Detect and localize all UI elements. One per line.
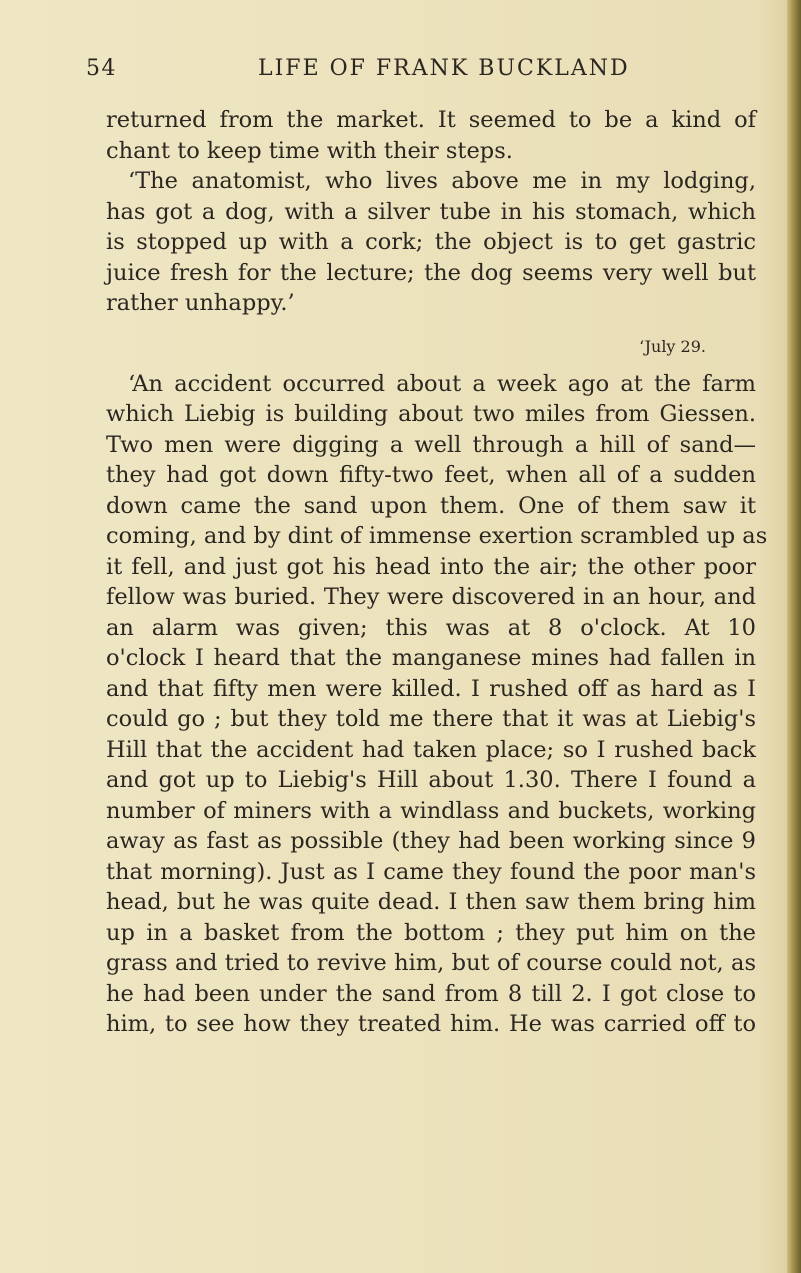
book-spine-edge <box>787 0 801 1273</box>
text-line: head, but he was quite dead. I then saw them bring him <box>106 889 756 915</box>
letter-date: ‘July 29. <box>639 336 706 356</box>
running-title: LIFE OF FRANK BUCKLAND <box>258 56 630 81</box>
text-line: number of miners with a windlass and buckets, working <box>106 797 756 824</box>
text-line: it fell, and just got his head into the air; the other poor <box>106 553 756 580</box>
text-line: him, to see how they treated him. He was carried off to <box>106 1011 756 1037</box>
text-line: Two men were digging a well through a hill of sand— <box>106 431 756 458</box>
text-line: an alarm was given; this was at 8 o'clock. At 10 <box>106 614 756 641</box>
text-line: and got up to Liebig's Hill about 1.30. There I found a <box>106 767 756 793</box>
page-number: 54 <box>86 56 117 81</box>
text-line: which Liebig is building about two miles from Giessen. <box>106 401 756 427</box>
page-header <box>86 56 756 86</box>
text-line: he had been under the sand from 8 till 2. I got close to <box>106 980 756 1007</box>
text-line: returned from the market. It seemed to be a kind of <box>106 107 756 133</box>
body-text <box>106 105 768 1040</box>
text-line: juice fresh for the lecture; the dog seems very well but <box>106 259 756 286</box>
text-line: away as fast as possible (they had been working since 9 <box>106 828 756 854</box>
text-line: chant to keep time with their steps. <box>106 137 513 164</box>
text-line: is stopped up with a cork; the object is to get gastric <box>106 229 756 255</box>
text-line: rather unhappy.’ <box>106 290 295 316</box>
text-line: has got a dog, with a silver tube in his stomach, which <box>106 198 756 225</box>
text-line: that morning). Just as I came they found the poor man's <box>106 858 756 885</box>
text-line: up in a basket from the bottom ; they put him on the <box>106 919 756 946</box>
paragraph-2 <box>106 166 756 319</box>
text-line: Hill that the accident had taken place; so I rushed back <box>106 736 756 763</box>
text-line: ‘An accident occurred about a week ago at the farm <box>128 370 756 397</box>
text-line: o'clock I heard that the manganese mines had fallen in <box>106 645 756 671</box>
text-line: and that fifty men were killed. I rushed off as hard as I <box>106 675 756 702</box>
text-line: down came the sand upon them. One of them saw it <box>106 492 756 519</box>
paragraph-3 <box>106 369 768 1040</box>
text-line: fellow was buried. They were discovered in an hour, and <box>106 584 756 610</box>
text-line: coming, and by dint of immense exertion scrambled up as <box>106 523 768 549</box>
paragraph-1 <box>106 105 756 166</box>
text-line: ‘The anatomist, who lives above me in my lodging, <box>128 168 756 194</box>
text-line: they had got down fifty-two feet, when all of a sudden <box>106 462 756 488</box>
text-line: grass and tried to revive him, but of course could not, as <box>106 950 756 976</box>
text-line: could go ; but they told me there that it was at Liebig's <box>106 706 756 732</box>
